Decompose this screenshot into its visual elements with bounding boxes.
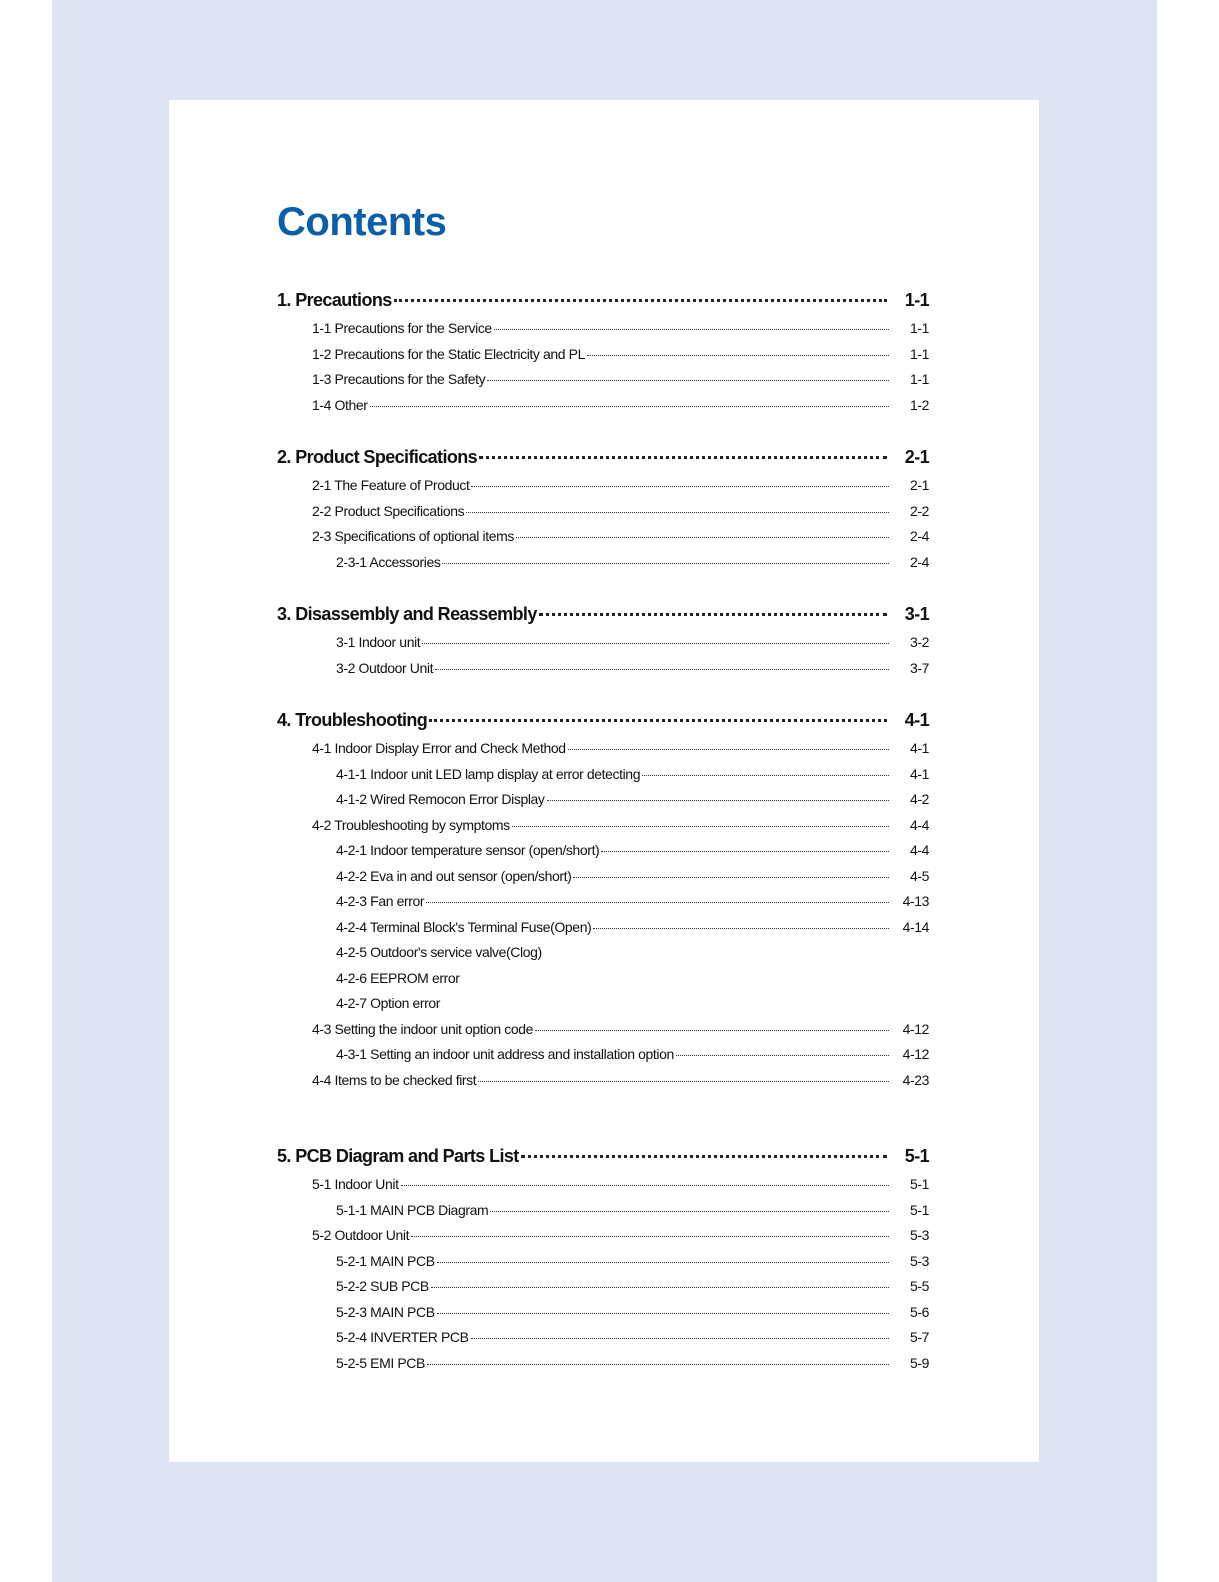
toc-entry[interactable] [277,1355,929,1381]
dot-leader [516,536,889,538]
dot-leader [478,1080,889,1082]
toc-entry-page-number: 4-4 [909,842,929,858]
toc-entry-label: 5-2-2 SUB PCB [336,1278,429,1294]
toc-entry[interactable] [277,1253,929,1279]
dot-leader [437,1261,889,1263]
toc-entry[interactable] [277,1021,929,1047]
toc-entry-label: 4-2-2 Eva in and out sensor (open/short) [336,867,572,884]
toc-entry[interactable] [277,1072,929,1098]
toc-entry[interactable] [277,320,929,346]
dot-leader [422,642,889,644]
toc-chapter-entry-page-number: 1-1 [904,290,929,310]
dot-leader [426,901,889,903]
toc-entry[interactable] [277,660,929,686]
dot-leader [568,748,889,750]
dot-leader [466,511,889,513]
toc-entry-label: 5-2-5 EMI PCB [336,1354,425,1371]
toc-entry-page-number: 4-5 [909,867,929,884]
toc-entry[interactable] [277,791,929,817]
toc-entry[interactable] [277,817,929,843]
toc-entry-page-number: 5-7 [909,1329,929,1345]
dot-leader [573,876,889,878]
toc-entry-page-number: 5-3 [909,1252,929,1269]
toc-entry-label: 5-2-1 MAIN PCB [336,1252,435,1269]
toc-entry-label: 2-2 Product Specifications [312,502,465,519]
toc-entry-page-number: 2-4 [909,528,929,544]
toc-entry[interactable] [277,1202,929,1228]
toc-entry-page-number: 4-23 [902,1071,929,1088]
dot-leader [521,1154,887,1158]
dot-leader [442,562,889,564]
toc-entry[interactable] [277,634,929,660]
toc-chapter-entry-page-number: 3-1 [904,604,929,624]
toc-entry-page-number: 4-12 [902,1020,929,1037]
toc-entry[interactable] [277,919,929,945]
toc-entry-label: 4-1-1 Indoor unit LED lamp display at error detecting [336,765,641,782]
dot-leader [370,405,889,407]
dot-leader [437,1312,889,1314]
toc-entry-label: 4-2-7 Option error [336,995,441,1011]
dot-leader [442,1004,889,1005]
dot-leader [429,718,887,722]
toc-entry-page-number: 4-1 [909,740,929,756]
toc-entry-label: 4-2 Troubleshooting by symptoms [312,816,510,833]
dot-leader [471,1337,889,1339]
toc-entry-label: 5-2-3 MAIN PCB [336,1303,435,1320]
toc-entry-page-number: 4-13 [902,893,929,909]
toc-chapter-entry-label: 3. Disassembly and Reassembly [277,604,537,624]
table-of-contents [169,100,1039,1462]
toc-entry[interactable] [277,346,929,372]
dot-leader [642,774,889,776]
toc-entry-label: 4-3-1 Setting an indoor unit address and installation option [336,1046,674,1062]
toc-entry-page-number: 5-6 [909,1303,929,1320]
dot-leader [593,927,889,929]
dot-leader [547,799,889,801]
toc-chapter-entry-label: 2. Product Specifications [277,447,478,467]
toc-section [277,447,929,579]
dot-leader [435,668,889,670]
toc-entry-page-number: 1-1 [909,320,929,336]
toc-entry-page-number: 5-3 [909,1227,929,1243]
toc-entry-label: 2-3 Specifications of optional items [312,528,514,544]
toc-entry-label: 4-2-5 Outdoor's service valve(Clog) [336,944,542,960]
toc-section [277,290,929,422]
toc-chapter-entry-page-number: 2-1 [904,447,929,467]
toc-entry[interactable] [277,995,929,1021]
toc-entry-page-number: 5-1 [909,1201,929,1218]
toc-entry-label: 2-1 The Feature of Product [312,477,470,493]
dot-leader [487,379,889,381]
document-page [169,100,1039,1462]
toc-entry[interactable] [277,477,929,503]
toc-entry[interactable] [277,842,929,868]
toc-entry-page-number: 4-12 [902,1046,929,1062]
dot-leader [462,979,890,980]
toc-section [277,1146,929,1380]
toc-entry-page-number: 5-1 [909,1176,929,1192]
toc-entry-label: 4-3 Setting the indoor unit option code [312,1020,534,1037]
toc-entry-label: 4-2-6 EEPROM error [336,969,460,986]
toc-entry-page-number: 2-1 [909,477,929,493]
toc-entry-page-number: 2-4 [909,553,929,570]
toc-chapter-entry-page-number: 5-1 [904,1146,929,1166]
toc-entry-label: 1-2 Precautions for the Static Electricity and PL [312,345,585,362]
dot-leader [676,1054,889,1056]
toc-entry[interactable] [277,766,929,792]
dot-leader [401,1184,889,1186]
toc-entry-label: 5-2-4 INVERTER PCB [336,1329,469,1345]
toc-section [277,604,929,685]
toc-entry[interactable] [277,740,929,766]
toc-entry-page-number: 4-1 [909,765,929,782]
toc-entry-label: 2-3-1 Accessories [336,553,441,570]
toc-chapter-entry[interactable] [277,604,929,634]
toc-entry[interactable] [277,1046,929,1072]
toc-entry-page-number: 4-4 [909,816,929,833]
toc-entry[interactable] [277,1304,929,1330]
dot-leader [427,1363,889,1365]
toc-entry[interactable] [277,528,929,554]
dot-leader [587,354,889,356]
toc-entry-page-number: 3-7 [909,659,929,676]
toc-entry-page-number: 1-1 [909,371,929,387]
dot-leader [601,850,889,852]
toc-entry-label: 5-1-1 MAIN PCB Diagram [336,1201,489,1218]
toc-chapter-entry[interactable] [277,447,929,477]
toc-entry-page-number: 2-2 [909,502,929,519]
toc-entry-label: 4-2-4 Terminal Block's Terminal Fuse(Open) [336,918,592,935]
toc-entry-label: 3-1 Indoor unit [336,634,421,650]
toc-entry-page-number: 4-2 [909,791,929,807]
toc-entry-label: 1-3 Precautions for the Safety [312,371,486,387]
toc-entry-label: 5-2 Outdoor Unit [312,1227,410,1243]
toc-entry[interactable] [277,970,929,996]
toc-entry-page-number: 3-2 [909,634,929,650]
toc-entry-page-number: 4-14 [902,918,929,935]
toc-entry[interactable] [277,1176,929,1202]
dot-leader [431,1286,889,1288]
toc-entry-label: 1-1 Precautions for the Service [312,320,492,336]
toc-entry[interactable] [277,893,929,919]
toc-chapter-entry[interactable] [277,1146,929,1176]
toc-entry[interactable] [277,944,929,970]
toc-entry-page-number: 1-2 [909,396,929,413]
toc-entry-label: 4-4 Items to be checked first [312,1071,477,1088]
page-title: Contents [277,200,447,244]
toc-entry-page-number: 5-5 [909,1278,929,1294]
dot-leader [411,1235,889,1237]
toc-chapter-entry-page-number: 4-1 [904,710,929,730]
dot-leader [494,328,889,330]
toc-entry-label: 4-1-2 Wired Remocon Error Display [336,791,545,807]
toc-chapter-entry-label: 5. PCB Diagram and Parts List [277,1146,519,1166]
dot-leader [490,1210,889,1212]
toc-entry[interactable] [277,1227,929,1253]
toc-entry-label: 3-2 Outdoor Unit [336,659,434,676]
toc-entry[interactable] [277,397,929,423]
dot-leader [535,1029,889,1031]
toc-chapter-entry-label: 4. Troubleshooting [277,710,428,730]
toc-entry-label: 4-1 Indoor Display Error and Check Method [312,740,566,756]
toc-entry-label: 5-1 Indoor Unit [312,1176,399,1192]
toc-entry-label: 4-2-1 Indoor temperature sensor (open/short) [336,842,600,858]
toc-entry-label: 1-4 Other [312,396,368,413]
toc-entry-label: 4-2-3 Fan error [336,893,425,909]
dot-leader [539,612,887,616]
toc-entry-page-number: 1-1 [909,345,929,362]
toc-entry[interactable] [277,868,929,894]
toc-entry-page-number: 5-9 [909,1354,929,1371]
dot-leader [512,825,889,827]
toc-entry[interactable] [277,503,929,529]
dot-leader [544,953,889,954]
toc-entry[interactable] [277,1278,929,1304]
toc-chapter-entry[interactable] [277,290,929,320]
dot-leader [394,298,887,302]
toc-entry[interactable] [277,371,929,397]
toc-chapter-entry[interactable] [277,710,929,740]
toc-entry[interactable] [277,1329,929,1355]
dot-leader [471,485,889,487]
dot-leader [479,455,887,459]
toc-chapter-entry-label: 1. Precautions [277,290,392,310]
toc-section [277,710,929,1097]
toc-entry[interactable] [277,554,929,580]
